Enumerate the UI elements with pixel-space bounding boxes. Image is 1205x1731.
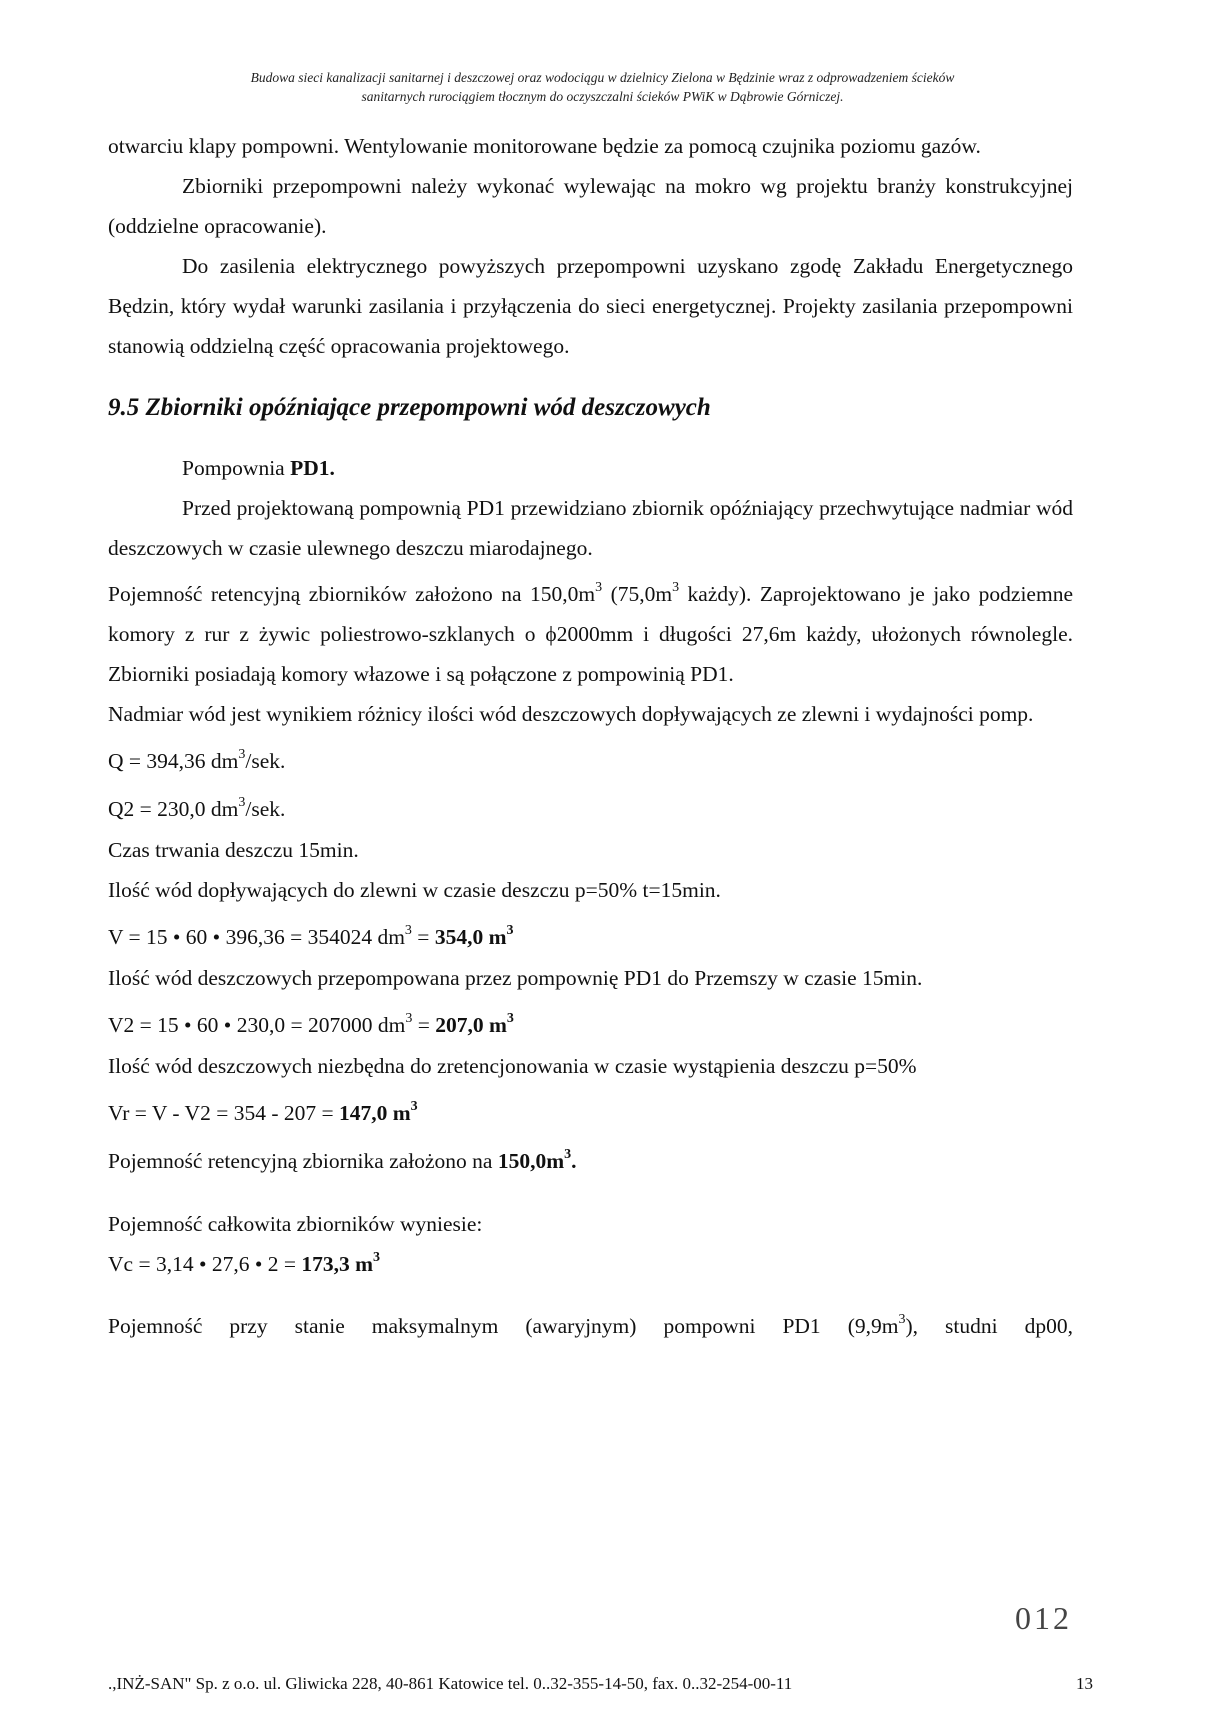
paragraph-tanks: Zbiorniki przepompowni należy wykonać wylewając na mokro wg projektu branży konstrukcyjnej (oddzielne opracowanie).	[108, 174, 1073, 238]
retention-sup-2: 3	[672, 579, 680, 595]
retention-assumed-text: Pojemność retencyjną zbiornika założono na	[108, 1149, 498, 1173]
pompownia-label: Pompownia	[182, 456, 291, 480]
formula-v2	[108, 1004, 1073, 1046]
header-line-2: sanitarnych rurociągiem tłocznym do oczyszczalni ścieków PWiK w Dąbrowie Górniczej.	[361, 89, 844, 104]
v2-result-sup-text: 3	[506, 1010, 514, 1026]
retention-assumed-sup-text: 3	[564, 1146, 572, 1162]
document-header	[100, 68, 1105, 106]
q-sup: 3	[238, 746, 246, 762]
vc-text: Vc = 3,14 • 27,6 • 2 =	[108, 1252, 302, 1276]
formula-q	[108, 740, 1073, 782]
vr-result-sup	[411, 1099, 418, 1114]
section-heading: 9.5 Zbiorniki opóźniające przepompowni wód deszczowych	[108, 394, 711, 421]
vc-result-sup-text: 3	[373, 1249, 381, 1265]
v2-text: V2 = 15 • 60 • 230,0 = 207000 dm	[108, 1013, 406, 1037]
paragraph-ventilation: otwarciu klapy pompowni. Wentylowanie monitorowane będzie za pomocą czujnika poziomu gazów.	[108, 134, 981, 158]
page-number: 13	[1076, 1674, 1093, 1693]
q-unit: /sek.	[245, 749, 286, 773]
pumped-description: Ilość wód deszczowych przepompowana przez pompownię PD1 do Przemszy w czasie 15min.	[108, 966, 923, 990]
retention-text-a: Pojemność retencyjną zbiorników założono na 150,0m	[108, 582, 596, 606]
v2-result: 207,0 m	[435, 1013, 507, 1037]
max-capacity-text-b: ), studni dp00,	[905, 1314, 1073, 1338]
retention-text-c: każdy). Zaprojektowano je jako podziemne komory z rur z żywic poliestrowo-szklanych o ϕ2000mm i długości 27,6m każdy, ułożonych równolegle. Zbiorniki posiadają komory włazowe i są połączone z pompowinią PD1.	[108, 582, 1073, 686]
paragraph-nadmiar: Nadmiar wód jest wynikiem różnicy ilości wód deszczowych dopływających ze zlewni i wydajności pomp.	[108, 702, 1034, 726]
v-eq: =	[411, 925, 435, 949]
v2-eq: =	[412, 1013, 436, 1037]
v2-sup: 3	[405, 1010, 413, 1026]
vr-text: Vr = V - V2 = 354 - 207 =	[108, 1101, 339, 1125]
vc-result: 173,3 m	[301, 1252, 374, 1276]
inflow-description: Ilość wód dopływających do zlewni w czasie deszczu p=50% t=15min.	[108, 878, 721, 902]
header-line-1: Budowa sieci kanalizacji sanitarnej i deszczowej oraz wodociągu w dzielnicy Zielona w Będzinie wraz z odprowadzeniem ścieków	[250, 70, 955, 85]
formula-vc	[108, 1244, 1073, 1284]
paragraph-retention	[108, 574, 1073, 694]
document-footer	[108, 1672, 1093, 1696]
footer-company-info: .,INŻ-SAN" Sp. z o.o. ul. Gliwicka 228, 40-861 Katowice tel. 0..32-355-14-50, fax. 0..32-254-00-11	[108, 1674, 793, 1693]
v-sup: 3	[404, 922, 412, 938]
vr-result-sup-text: 3	[410, 1098, 418, 1114]
max-capacity-text-a: Pojemność przy stanie maksymalnym (awaryjnym) pompowni PD1 (9,9m	[108, 1314, 899, 1338]
total-capacity-label: Pojemność całkowita zbiorników wyniesie:	[108, 1212, 483, 1236]
v-result-sup-text: 3	[506, 922, 514, 938]
paragraph-max-capacity	[108, 1306, 1073, 1346]
q2-unit: /sek.	[245, 797, 286, 821]
formula-v	[108, 916, 1073, 958]
v2-result-sup	[507, 1011, 514, 1026]
retention-sup-1: 3	[595, 579, 603, 595]
q-text: Q = 394,36 dm	[108, 749, 239, 773]
formula-q2	[108, 788, 1073, 830]
retention-assumed-value: 150,0m	[497, 1149, 565, 1173]
q2-sup: 3	[238, 794, 246, 810]
v-result-sup	[506, 923, 513, 938]
pompownia-line	[108, 448, 1073, 488]
retention-assumed	[108, 1140, 1073, 1182]
retention-assumed-sup	[564, 1147, 571, 1162]
paragraph-power: Do zasilenia elektrycznego powyższych przepompowni uzyskano zgodę Zakładu Energetycznego Będzin, który wydał warunki zasilania i przyłączenia do sieci energetycznej. Projekty zasilania przepompowni stanowią oddzielną część opracowania projektowego.	[108, 254, 1073, 358]
vr-result: 147,0 m	[338, 1101, 411, 1125]
pompownia-name: PD1.	[290, 456, 335, 480]
document-body	[108, 126, 1073, 1346]
v-result: 354,0 m	[434, 925, 507, 949]
page-stamp-number: 012	[1015, 1600, 1072, 1636]
v-text: V = 15 • 60 • 396,36 = 354024 dm	[108, 925, 405, 949]
retention-text-b: (75,0m	[602, 582, 673, 606]
paragraph-przed: Przed projektowaną pompownią PD1 przewidziano zbiornik opóźniający przechwytujące nadmiar wód deszczowych w czasie ulewnego deszczu miarodajnego.	[108, 496, 1073, 560]
retention-needed-description: Ilość wód deszczowych niezbędna do zretencjonowania w czasie wystąpienia deszczu p=50%	[108, 1054, 917, 1078]
max-capacity-sup: 3	[898, 1311, 906, 1327]
retention-assumed-dot: .	[571, 1149, 577, 1173]
rain-duration: Czas trwania deszczu 15min.	[108, 838, 359, 862]
formula-vr	[108, 1092, 1073, 1134]
vc-result-sup	[373, 1250, 380, 1265]
q2-text: Q2 = 230,0 dm	[108, 797, 239, 821]
